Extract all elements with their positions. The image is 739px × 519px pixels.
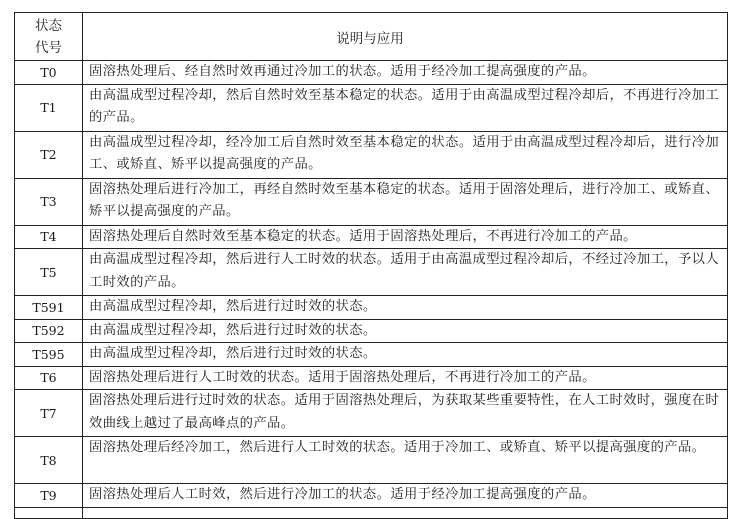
description-cell: 固溶热处理后进行冷加工，再经自然时效至基本稳定的状态。适用于固溶处理后，进行冷加工、或矫直、矫平以提高强度的产品。 [83, 178, 728, 225]
temper-code-cell: T5 [15, 249, 83, 296]
temper-code-cell: T1 [15, 84, 83, 131]
description-cell: 固溶热处理后进行人工时效的状态。适用于固溶热处理后，不再进行冷加工的产品。 [83, 366, 728, 390]
table-row [15, 61, 728, 85]
temper-designation-table [14, 12, 728, 519]
temper-designation-table-container [14, 12, 727, 519]
table-row [15, 343, 728, 367]
table-row [15, 225, 728, 249]
header-code-line1: 状态 [35, 17, 62, 34]
description-cell: 由高温成型过程冷却，然后进行人工时效的状态。适用于由高温成型过程冷却后，不经过冷加工，予以人工时效的产品。 [83, 249, 728, 296]
table-body [15, 61, 728, 519]
description-cell: 固溶热处理后自然时效至基本稳定的状态。适用于固溶热处理后，不再进行冷加工的产品。 [83, 225, 728, 249]
description-cell: 固溶热处理后、经自然时效再通过冷加工的状态。适用于经冷加工提高强度的产品。 [83, 61, 728, 85]
temper-code-cell: T592 [15, 319, 83, 343]
header-code [15, 13, 83, 61]
description-cell: 固溶热处理后经冷加工，然后进行人工时效的状态。适用于冷加工、或矫直、矫平以提高强度的产品。 [83, 437, 728, 484]
description-cell: 由高温成型过程冷却，然后进行过时效的状态。 [83, 343, 728, 367]
description-cell: 由高温成型过程冷却，经冷加工后自然时效至基本稳定的状态。适用于由高温成型过程冷却后，进行冷加工、或矫直、矫平以提高强度的产品。 [83, 131, 728, 178]
table-row [15, 319, 728, 343]
temper-code-cell: T2 [15, 131, 83, 178]
temper-code-cell: T3 [15, 178, 83, 225]
header-row [15, 13, 728, 61]
table-row [15, 437, 728, 484]
temper-code-cell: T595 [15, 343, 83, 367]
table-row [15, 249, 728, 296]
table-row [15, 178, 728, 225]
description-cell: 固溶热处理后人工时效，然后进行冷加工的状态。适用于经冷加工提高强度的产品。 [83, 484, 728, 508]
description-cell: 固溶热处理后进行过时效的状态。适用于固溶热处理后，为获取某些重要特性，在人工时效时，强度在时效曲线上越过了最高峰点的产品。 [83, 390, 728, 437]
temper-code-cell: T4 [15, 225, 83, 249]
description-cell: 由高温成型过程冷却，然后进行过时效的状态。 [83, 319, 728, 343]
temper-code-cell: T9 [15, 484, 83, 508]
table-row [15, 84, 728, 131]
temper-code-cell: T591 [15, 296, 83, 320]
temper-code-cell: T6 [15, 366, 83, 390]
table-row [15, 296, 728, 320]
description-cell: 由高温成型过程冷却，然后自然时效至基本稳定的状态。适用于由高温成型过程冷却后，不再进行冷加工的产品。 [83, 84, 728, 131]
temper-code-cell: T7 [15, 390, 83, 437]
table-row [15, 390, 728, 437]
temper-code-cell: T0 [15, 61, 83, 85]
header-description: 说明与应用 [83, 13, 728, 61]
table-row [15, 484, 728, 508]
header-code-line2: 代号 [35, 39, 62, 56]
table-row [15, 131, 728, 178]
table-row [15, 366, 728, 390]
temper-code-cell: T8 [15, 437, 83, 484]
description-cell: 由高温成型过程冷却，然后进行过时效的状态。 [83, 296, 728, 320]
